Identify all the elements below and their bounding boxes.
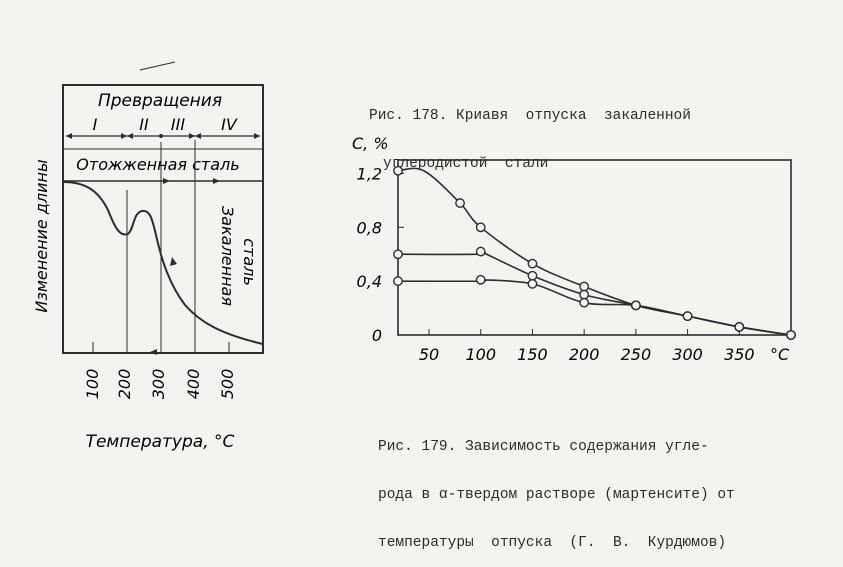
fig179-data-point xyxy=(477,223,485,231)
hardened-label-line1: Закаленная xyxy=(218,206,237,306)
fig179-points xyxy=(394,167,795,340)
fig179-y-tick-label: 1,2 xyxy=(356,164,382,184)
annealed-arrow-1 xyxy=(163,178,170,184)
hardened-arrow xyxy=(170,257,177,266)
fig179-data-point xyxy=(787,331,795,339)
fig179-data-point xyxy=(735,323,743,331)
fig179-x-tick-label: 200 xyxy=(568,345,600,364)
fig178 xyxy=(32,62,263,452)
fig179-data-point xyxy=(528,272,536,280)
fig179-series-line xyxy=(398,280,791,335)
fig179-data-point xyxy=(580,282,588,290)
fig179-caption-line-1: Рис. 179. Зависимость содержания угле- xyxy=(378,439,709,455)
fig178-caption xyxy=(369,76,691,188)
fig179-caption-line-2: рода в α-твердом растворе (мартенсите) от xyxy=(378,487,735,503)
fig179-curves xyxy=(398,168,791,335)
fig179-x-tick-label: 300 xyxy=(672,345,703,364)
stage-label-2: II xyxy=(139,115,149,134)
fig179-data-point xyxy=(477,247,485,255)
stage-label-3: III xyxy=(170,115,186,134)
fig178-tick-100: 100 xyxy=(83,368,102,400)
fig179-y-tick-label: 0,4 xyxy=(356,272,382,292)
fig179-x-tick-label: 100 xyxy=(465,345,497,364)
fig178-tick-400: 400 xyxy=(184,368,203,400)
fig179-x-tick-label: 250 xyxy=(620,345,652,364)
fig179-x-tick-label: 350 xyxy=(724,345,755,364)
fig178-tick-200: 200 xyxy=(115,368,134,400)
stage-arrow-right xyxy=(254,133,260,139)
fig179-data-point xyxy=(528,259,536,267)
fig178-caption-line-2: углеродистой стали xyxy=(383,156,549,172)
fig179-caption-line-3: температуры отпуска (Г. В. Курдюмов) xyxy=(378,535,727,551)
fig179-data-point xyxy=(632,301,640,309)
fig179-y-tick-label: 0 xyxy=(371,326,382,345)
fig179-data-point xyxy=(394,277,402,285)
fig178-tick-300: 300 xyxy=(149,368,168,400)
fig178-caption-line-1: Рис. 178. Криавя отпуска закаленной xyxy=(369,108,691,124)
fig179-caption xyxy=(378,407,735,567)
fig179-x-tick-label: 50 xyxy=(418,345,440,364)
fig179-series-line xyxy=(398,250,791,335)
fig178-tick-500: 500 xyxy=(218,368,237,400)
fig179-data-point xyxy=(528,280,536,288)
stage-arrow-left xyxy=(66,133,72,139)
fig178-header: Превращения xyxy=(97,91,223,111)
hardened-label-line2: сталь xyxy=(240,238,259,286)
fig179-data-point xyxy=(394,250,402,258)
fig179-ylabel: С, % xyxy=(352,134,389,153)
fig179-data-point xyxy=(456,199,464,207)
fig179-xlabel: °С xyxy=(770,345,790,364)
fig179-data-point xyxy=(580,290,588,298)
annealed-arrow-2 xyxy=(213,178,220,184)
fig178-xlabel: Температура, °С xyxy=(85,432,235,452)
fig179-data-point xyxy=(477,276,485,284)
fig178-ylabel: Изменение длины xyxy=(32,159,51,313)
fig179-data-point xyxy=(580,298,588,306)
annealed-label: Отожженная сталь xyxy=(76,155,240,174)
fig179-x-tick-label: 150 xyxy=(517,345,548,364)
fig179-y-tick-label: 0,8 xyxy=(356,218,382,238)
fig178-pointer-line xyxy=(140,62,175,70)
fig179-series-line xyxy=(398,168,791,335)
stage-label-1: I xyxy=(92,115,98,134)
fig179-data-point xyxy=(683,312,691,320)
stage-label-4: IV xyxy=(221,115,237,134)
